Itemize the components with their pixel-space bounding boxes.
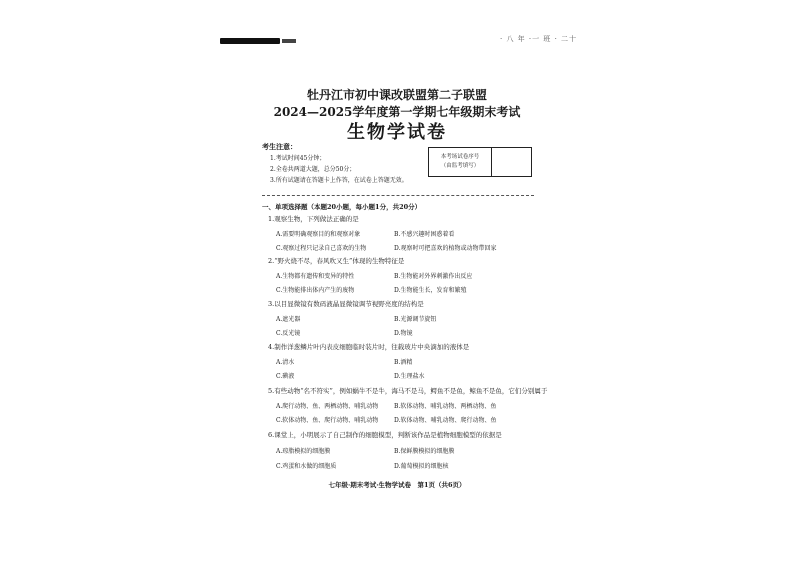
option-c: C.鸡蛋和水做的细胞质 bbox=[276, 463, 337, 470]
option-a: A.清水 bbox=[276, 359, 295, 366]
question-stem: 4.制作洋葱鳞片叶内表皮细胞临时装片时，往载玻片中央滴加的液体是 bbox=[268, 343, 470, 351]
section-divider bbox=[262, 195, 534, 196]
option-b: B.光源调节旋钮 bbox=[394, 316, 437, 323]
option-c: C.生物能排出体内产生的废物 bbox=[276, 287, 355, 294]
note-item: 2.全卷共两道大题，总分50分； bbox=[270, 166, 356, 173]
question-stem: 2.“野火烧不尽，春风吹又生”体现的生物特征是 bbox=[268, 257, 405, 265]
scan-mark-small bbox=[282, 39, 296, 43]
page-footer: 七年级·期末考试·生物学试卷 第1页（共6页） bbox=[328, 481, 466, 489]
seat-number-blank bbox=[492, 148, 531, 176]
option-d: D.生理盐水 bbox=[394, 373, 425, 380]
option-c: C.观察过程只记录自己喜欢的生物 bbox=[276, 245, 367, 252]
option-b: B.保鲜膜模拟的细胞膜 bbox=[394, 448, 455, 455]
option-b: B.酒精 bbox=[394, 359, 413, 366]
option-b: B.生物能对外界刺激作出反应 bbox=[394, 273, 473, 280]
option-d: D.生物能生长，发育和繁殖 bbox=[394, 287, 467, 294]
scan-mark bbox=[220, 38, 280, 44]
seat-number-box bbox=[428, 147, 532, 177]
note-item: 3.所有试题请在答题卡上作答，在试卷上答题无效。 bbox=[270, 177, 408, 184]
question-stem: 6.课堂上，小明展示了自己制作的细胞模型，判断该作品是植物细胞模型的依据是 bbox=[268, 431, 502, 439]
option-c: C.反光镜 bbox=[276, 330, 301, 337]
subject-title: 生物学试卷 bbox=[347, 122, 447, 143]
option-d: D.葡萄模拟的细胞核 bbox=[394, 463, 449, 470]
section-title: 一、单项选择题（本题20小题，每小题1分，共20分） bbox=[262, 203, 422, 211]
top-right-note: · 八 年 ·一 班 · 二十 bbox=[500, 35, 578, 43]
seat-number-label bbox=[429, 148, 492, 176]
option-a: A.生物都有遗传和变异的特性 bbox=[276, 273, 355, 280]
option-a: A.需要明确观察目的和观察对象 bbox=[276, 231, 361, 238]
notes-heading: 考生注意： bbox=[262, 142, 297, 151]
option-b: B.软体动物、哺乳动物、两栖动物、鱼 bbox=[394, 403, 497, 410]
option-c: C.碘液 bbox=[276, 373, 295, 380]
option-b: B.不感兴趣时困惑着看 bbox=[394, 231, 455, 238]
option-a: A.琼脂模拟的细胞膜 bbox=[276, 448, 331, 455]
notes-list bbox=[270, 153, 408, 186]
option-c: C.软体动物、鱼、爬行动物、哺乳动物 bbox=[276, 417, 379, 424]
exam-title: 2024—2025学年度第一学期七年级期末考试 bbox=[273, 105, 521, 119]
option-d: D.观察时可把喜欢的植物或动物带回家 bbox=[394, 245, 497, 252]
option-a: A.遮光器 bbox=[276, 316, 301, 323]
question-stem: 1.观察生物，下列做法正确的是 bbox=[268, 215, 359, 223]
option-d: D.物镜 bbox=[394, 330, 413, 337]
question-stem: 5.有些动物“名不符实”，例如蜗牛不是牛，海马不是马，鳄鱼不是鱼，鲸鱼不是鱼，它们分别属于 bbox=[268, 387, 548, 395]
seat-label-line2: （由监考填写） bbox=[440, 163, 480, 169]
note-item: 1.考试时间45分钟； bbox=[270, 155, 326, 162]
question-stem: 3.以目显微镜有数码液晶显微镜调节视野亮度的结构是 bbox=[268, 300, 424, 308]
seat-label-line1: 本考场试卷序号 bbox=[440, 154, 480, 160]
option-a: A.爬行动物、鱼、两栖动物、哺乳动物 bbox=[276, 403, 379, 410]
alliance-title: 牡丹江市初中课改联盟第二子联盟 bbox=[306, 88, 487, 102]
option-d: D.软体动物、哺乳动物、爬行动物、鱼 bbox=[394, 417, 497, 424]
